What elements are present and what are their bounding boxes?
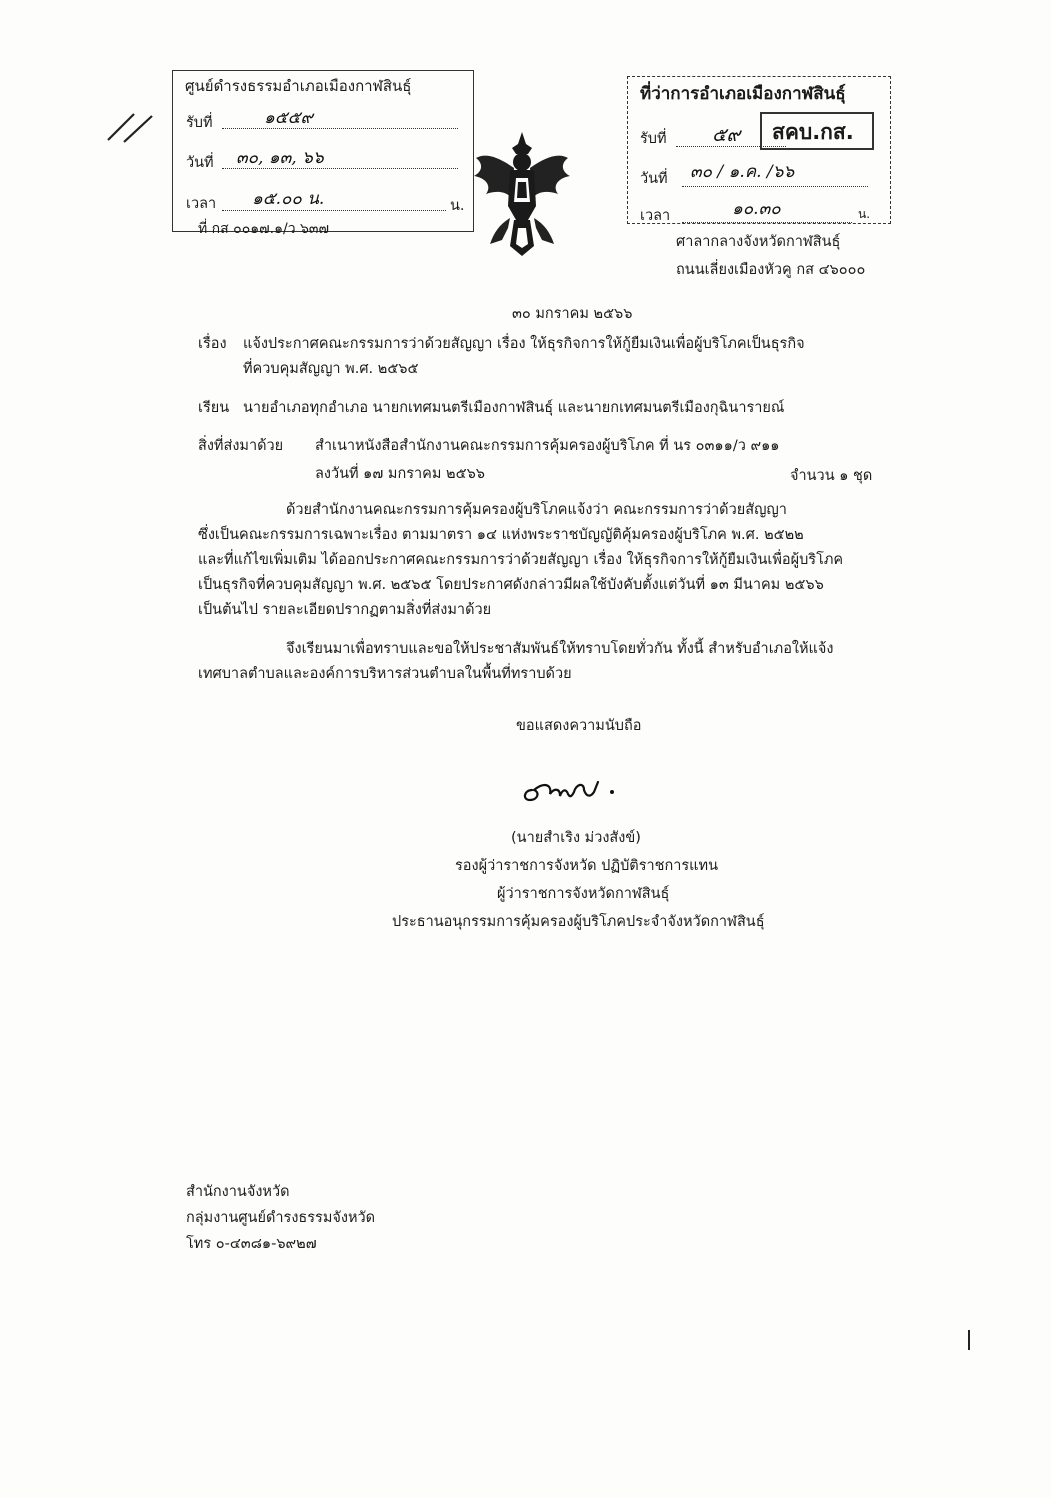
left-stamp-received-no: ๑๕๕๙	[264, 108, 313, 128]
left-stamp-time-value: ๑๕.๐๐ น.	[252, 189, 325, 209]
garuda-emblem-icon	[470, 128, 575, 260]
letter-date: ๓๐ มกราคม ๒๕๖๖	[512, 306, 633, 322]
body-p1-line-4: เป็นธุรกิจที่ควบคุมสัญญา พ.ศ. ๒๕๖๕ โดยประกาศดังกล่าวมีผลใช้บังคับตั้งแต่วันที่ ๑๓ มีนาคม ๒๕๖๖	[198, 577, 824, 593]
closing-text: ขอแสดงความนับถือ	[516, 718, 642, 734]
left-stamp-received-label: รับที่	[186, 115, 213, 131]
signatory-position-1: รองผู้ว่าราชการจังหวัด ปฏิบัติราชการแทน	[455, 858, 718, 874]
handwritten-signature	[518, 768, 638, 808]
right-stamp-time-value: ๑๐.๓๐	[732, 199, 781, 219]
sender-address: ถนนเลี่ยงเมืองหัวคู กส ๔๖๐๐๐	[676, 262, 866, 278]
right-stamp-received-no: ๕๙	[712, 124, 741, 146]
right-stamp-date-value: ๓๐ / ๑.ค. /๖๖	[690, 162, 795, 182]
right-stamp-title: ที่ว่าการอำเภอเมืองกาฬสินธุ์	[640, 84, 846, 104]
document-reference: ที่ กส ๐๐๑๗.๑/ว ๖๓๗	[198, 221, 330, 237]
body-p2-line-1: จึงเรียนมาเพื่อทราบและขอให้ประชาสัมพันธ์ให้ทราบโดยทั่วกัน ทั้งนี้ สำหรับอำเภอให้แจ้ง	[286, 641, 834, 657]
left-stamp-time-unit: น.	[450, 198, 465, 214]
subject-line-2: ที่ควบคุมสัญญา พ.ศ. ๒๕๖๕	[243, 361, 419, 377]
right-stamp-time-unit: น.	[858, 207, 871, 221]
signatory-position-3: ประธานอนุกรรมการคุ้มครองผู้บริโภคประจำจังหวัดกาฬสินธุ์	[392, 914, 765, 930]
left-stamp-date-value: ๓๐, ๑๓, ๖๖	[236, 148, 324, 168]
left-stamp-title: ศูนย์ดำรงธรรมอำเภอเมืองกาฬสินธุ์	[185, 77, 412, 95]
scan-mark	[968, 1330, 970, 1350]
body-p1-line-5: เป็นต้นไป รายละเอียดปรากฏตามสิ่งที่ส่งมาด้วย	[198, 602, 492, 618]
right-stamp-received-label: รับที่	[640, 131, 667, 147]
salutation-label: เรียน	[198, 400, 230, 416]
handwritten-slash-marks	[100, 108, 160, 148]
enclosure-quantity: จำนวน ๑ ชุด	[790, 468, 873, 484]
subject-label: เรื่อง	[198, 336, 227, 352]
left-stamp-date-label: วันที่	[186, 155, 214, 171]
right-stamp-time-line	[682, 222, 852, 223]
body-p1-line-3: และที่แก้ไขเพิ่มเติม ได้ออกประกาศคณะกรรมการว่าด้วยสัญญา เรื่อง ให้ธุรกิจการให้กู้ยืมเงินเพื่อผู้บริโภค	[198, 552, 844, 568]
body-p1-line-2: ซึ่งเป็นคณะกรรมการเฉพาะเรื่อง ตามมาตรา ๑๔ แห่งพระราชบัญญัติคุ้มครองผู้บริโภค พ.ศ. ๒๕๒๒	[198, 527, 804, 543]
right-stamp-date-label: วันที่	[640, 171, 668, 187]
right-stamp-agency-text: สคบ.กส.	[772, 120, 854, 144]
footer-phone: โทร ๐-๔๓๘๑-๖๙๒๗	[186, 1236, 317, 1252]
signatory-position-2: ผู้ว่าราชการจังหวัดกาฬสินธุ์	[497, 886, 670, 902]
right-stamp-date-line	[682, 186, 868, 187]
left-stamp-received-line	[222, 128, 458, 129]
enclosure-line-1: สำเนาหนังสือสำนักงานคณะกรรมการคุ้มครองผู้บริโภค ที่ นร ๐๓๑๑/ว ๙๑๑	[315, 438, 780, 454]
left-stamp-time-label: เวลา	[186, 196, 217, 212]
footer-group: กลุ่มงานศูนย์ดำรงธรรมจังหวัด	[186, 1210, 376, 1226]
signatory-name: (นายสำเริง ม่วงสังข์)	[511, 830, 641, 846]
footer-office: สำนักงานจังหวัด	[186, 1184, 290, 1200]
enclosure-label: สิ่งที่ส่งมาด้วย	[198, 438, 284, 454]
sender-office: ศาลากลางจังหวัดกาฬสินธุ์	[676, 234, 841, 250]
subject-line-1: แจ้งประกาศคณะกรรมการว่าด้วยสัญญา เรื่อง ให้ธุรกิจการให้กู้ยืมเงินเพื่อผู้บริโภคเป็นธุรกิจ	[243, 336, 805, 352]
salutation-recipients: นายอำเภอทุกอำเภอ นายกเทศมนตรีเมืองกาฬสินธุ์ และนายกเทศมนตรีเมืองกุฉินารายณ์	[243, 400, 785, 416]
right-stamp-time-label: เวลา	[640, 208, 671, 224]
enclosure-line-2: ลงวันที่ ๑๗ มกราคม ๒๕๖๖	[315, 466, 485, 482]
body-p2-line-2: เทศบาลตำบลและองค์การบริหารส่วนตำบลในพื้นที่ทราบด้วย	[198, 666, 572, 682]
body-p1-line-1: ด้วยสำนักงานคณะกรรมการคุ้มครองผู้บริโภคแจ้งว่า คณะกรรมการว่าด้วยสัญญา	[286, 502, 787, 518]
